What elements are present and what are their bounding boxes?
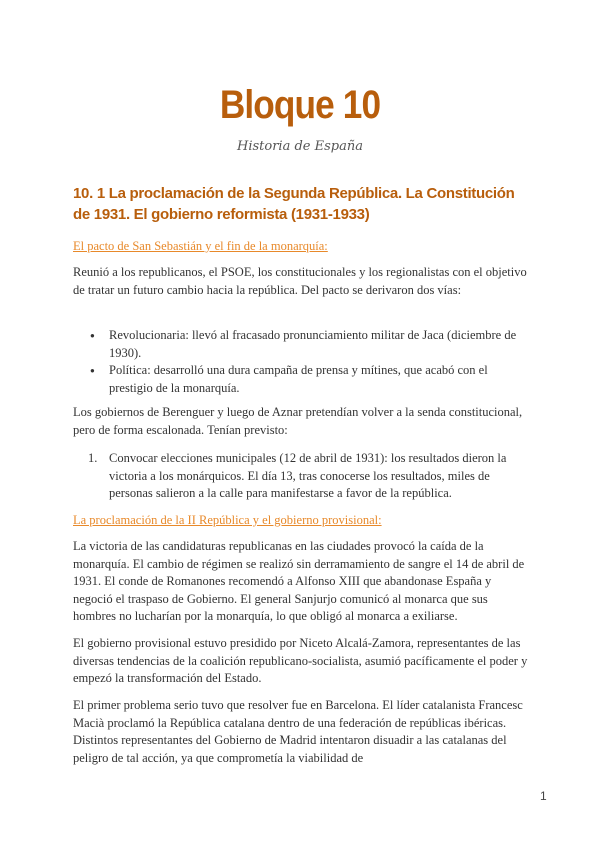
bullet-icon: ● bbox=[90, 366, 95, 375]
bullet-icon: ● bbox=[90, 331, 95, 340]
document-subtitle: Historia de España bbox=[237, 139, 363, 154]
list-number: 1. bbox=[88, 451, 98, 465]
numbered-list bbox=[73, 450, 533, 503]
section-heading: 10. 1 La proclamación de la Segunda República. La Constitución de 1931. El gobierno reformista (1931-1933) bbox=[73, 185, 515, 223]
paragraph-victoria: La victoria de las candidaturas republicanas en las ciudades provocó la caída de la monarquía. El cambio de régimen se realizó sin derramamiento de sangre el 14 de abril de 1931. El conde de Romanones recomendó a Alfonso XIII que abandonase España y negoció el traspaso de Gobierno. El general Sanjurjo comunicó al monarca que sus hombres no lucharían por la monarquía, lo que obligó al monarca a exiliarse. bbox=[73, 539, 525, 623]
page-number: 1 bbox=[540, 789, 547, 803]
list-item-text: Política: desarrolló una dura campaña de prensa y mítines, que acabó con el prestigio de la monarquía. bbox=[109, 363, 488, 395]
subsection-link-pacto[interactable]: El pacto de San Sebastián y el fin de la monarquía: bbox=[73, 239, 328, 253]
paragraph-intro: Reunió a los republicanos, el PSOE, los constitucionales y los regionalistas con el objetivo de tratar un futuro cambio hacia la república. Del pacto se derivaron dos vías: bbox=[73, 265, 527, 297]
list-item bbox=[73, 450, 533, 503]
list-item-text: Revolucionaria: llevó al fracasado pronunciamiento militar de Jaca (diciembre de 1930). bbox=[109, 328, 517, 360]
document-title: Bloque 10 bbox=[219, 83, 381, 127]
list-item-text: Convocar elecciones municipales (12 de abril de 1931): los resultados dieron la victoria a los monárquicos. El día 13, tras conocerse los resultados, miles de personas salieron a la calle para manifestarse a favor de la república. bbox=[109, 451, 507, 500]
paragraph-barcelona: El primer problema serio tuvo que resolver fue en Barcelona. El líder catalanista Francesc Macià proclamó la República catalana dentro de una federación de repúblicas ibéricas. Distintos representantes del Gobierno de Madrid intentaron disuadir a las catalanas del peligro de tal acción, ya que comprometía la viabilidad de bbox=[73, 698, 523, 765]
paragraph-gobierno-provisional: El gobierno provisional estuvo presidido por Niceto Alcalá-Zamora, representantes de las diversas tendencias de la coalición republicano-socialista, asumió pacíficamente el poder y empezó la transformación del Estado. bbox=[73, 636, 528, 685]
paragraph-gobiernos: Los gobiernos de Berenguer y luego de Aznar pretendían volver a la senda constitucional, pero de forma escalonada. Tenían previsto: bbox=[73, 405, 523, 437]
subsection-link-proclamacion[interactable]: La proclamación de la II República y el gobierno provisional: bbox=[73, 513, 382, 527]
list-item bbox=[73, 362, 533, 397]
list-item bbox=[73, 327, 533, 362]
bullet-list bbox=[73, 327, 533, 397]
